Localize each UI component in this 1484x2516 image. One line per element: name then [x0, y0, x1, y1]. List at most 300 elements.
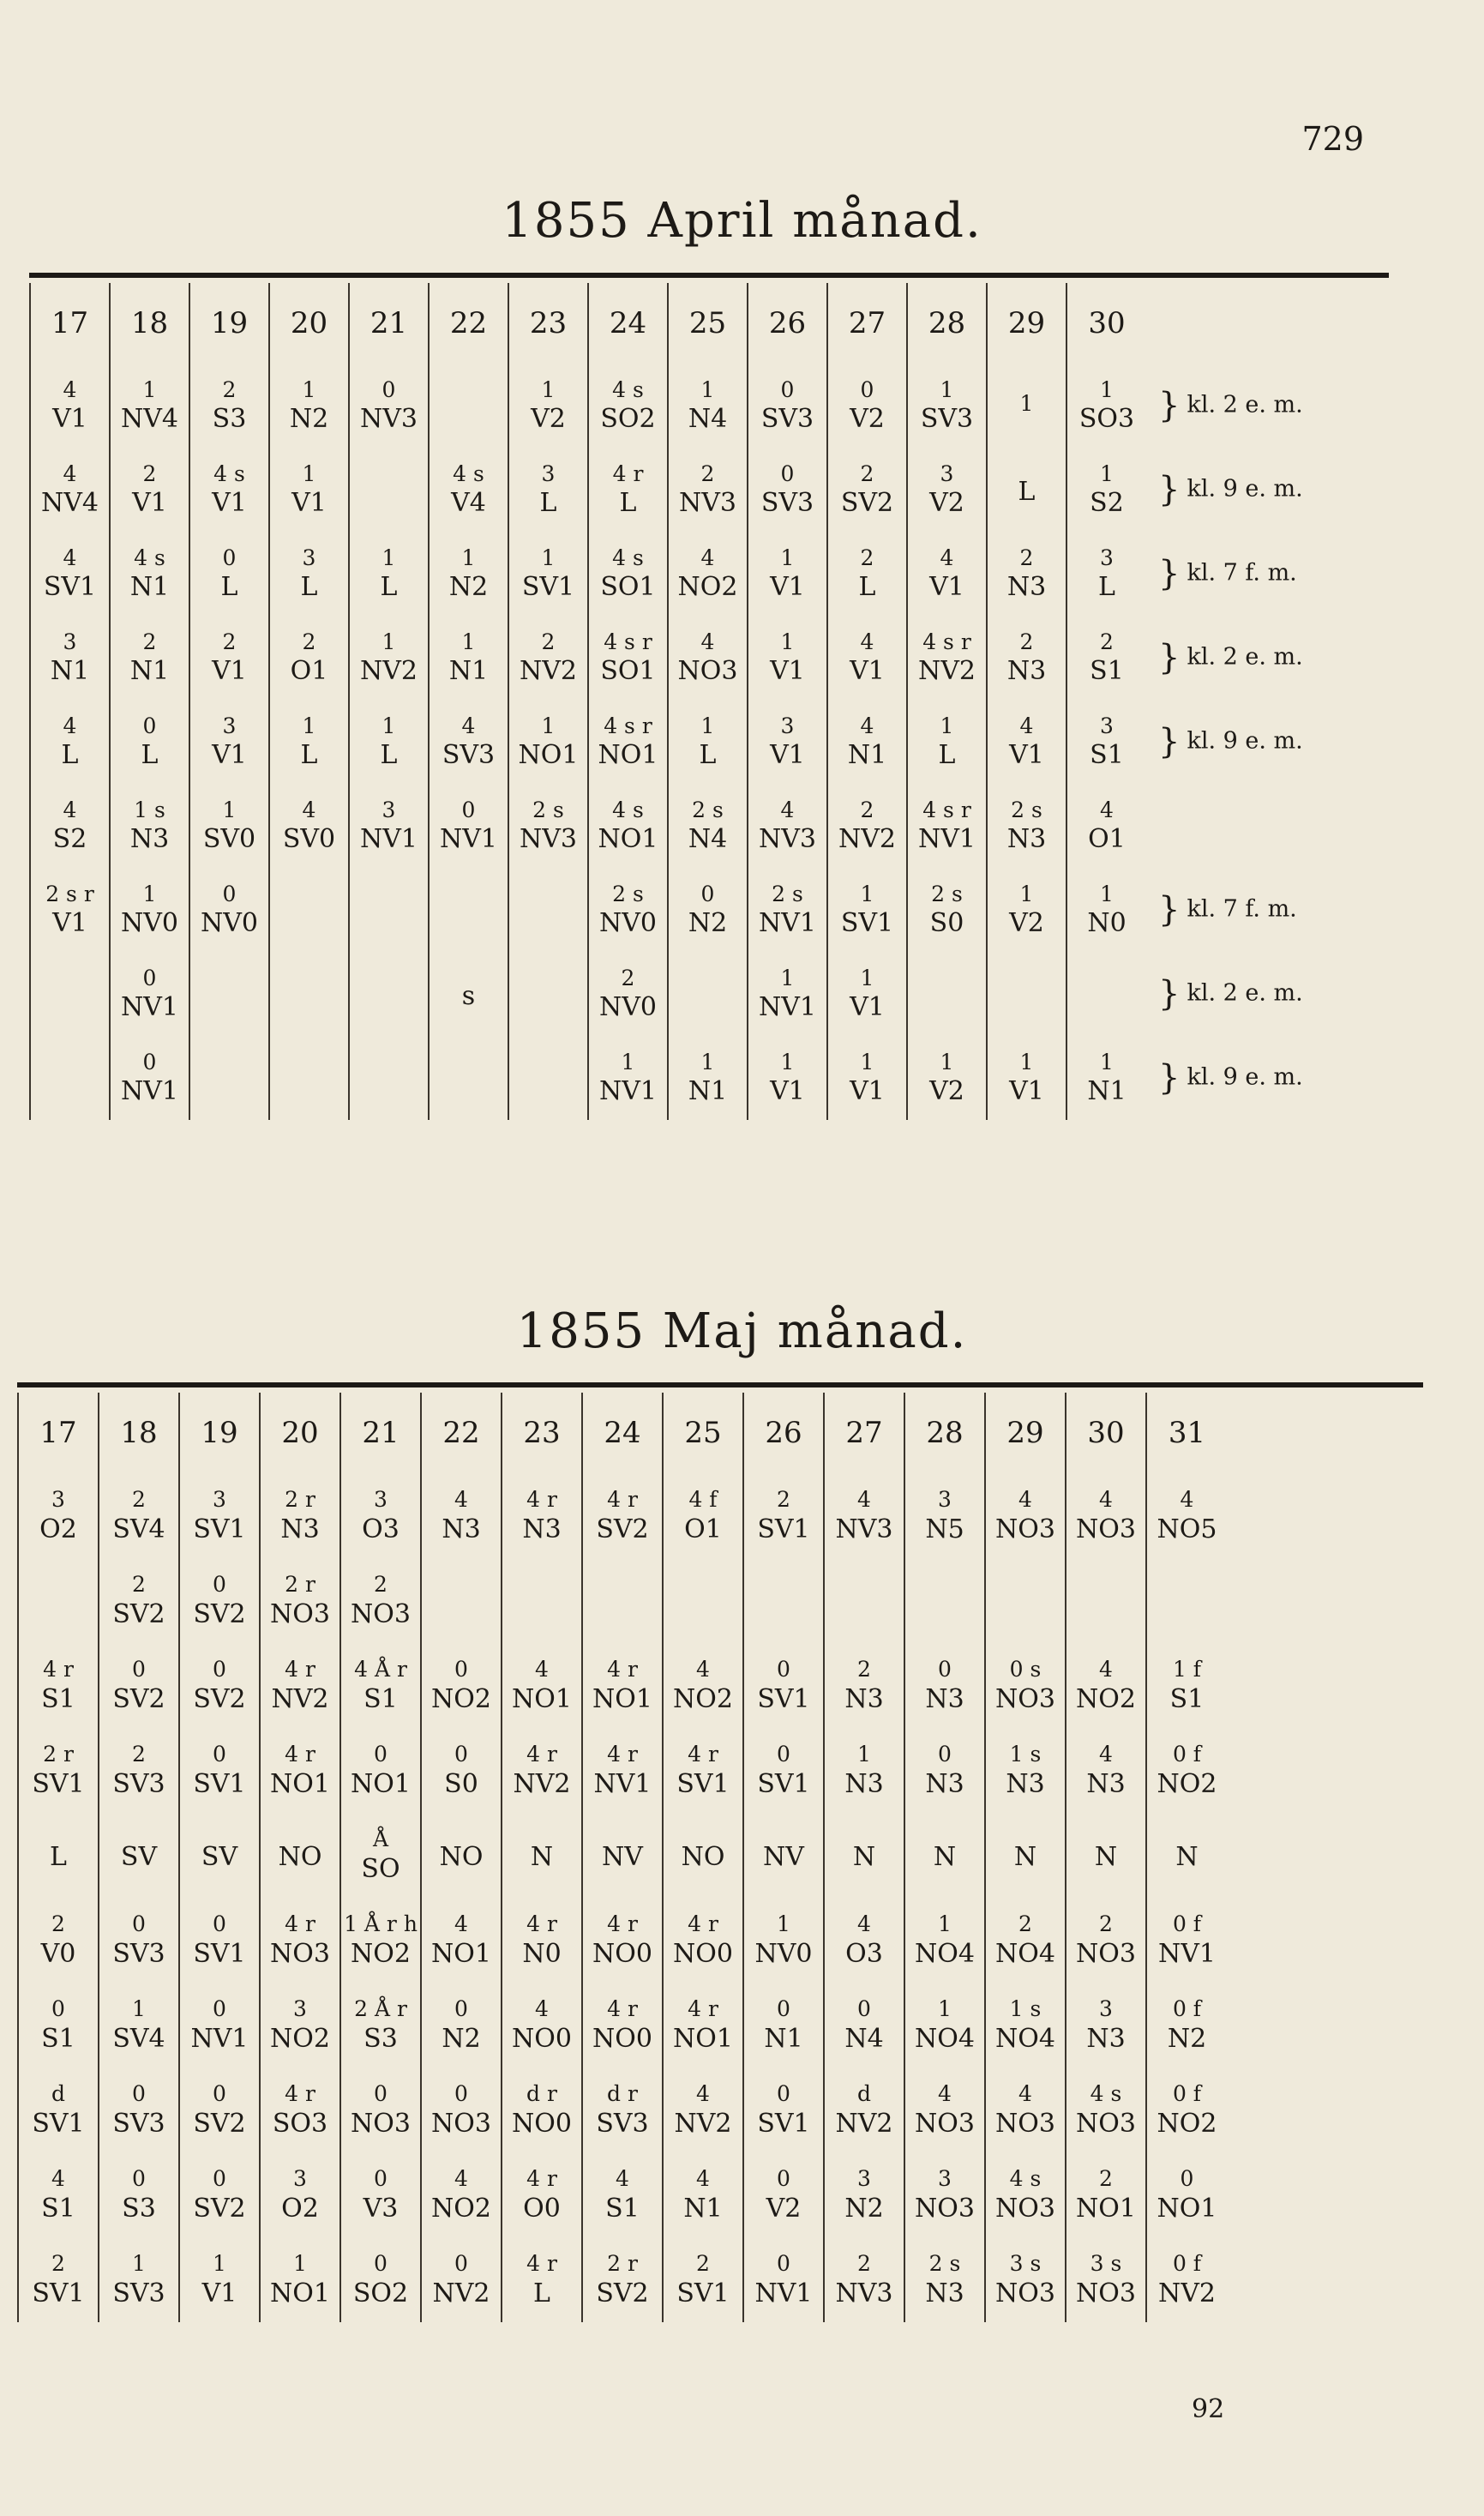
cloud-value: 0 — [213, 1996, 226, 2022]
cloud-value: 2 — [1019, 545, 1034, 570]
cloud-value: 2 — [374, 1572, 388, 1598]
observation-cell — [30, 784, 110, 868]
cloud-value: 3 — [222, 713, 237, 738]
cloud-value: 1 — [382, 713, 396, 738]
cloud-value: 0 — [374, 2081, 388, 2107]
cloud-value: 4 — [1100, 797, 1114, 822]
wind-value: N1 — [764, 2023, 803, 2054]
cloud-value: 4 — [1099, 1657, 1113, 1682]
observation-cell — [110, 616, 189, 700]
cloud-value: 4 — [461, 713, 476, 738]
observation-cell — [189, 952, 269, 1036]
cloud-value: 1 — [860, 965, 874, 990]
wind-value: NV3 — [835, 1514, 893, 1544]
wind-value: N1 — [50, 656, 90, 687]
wind-value: NO2 — [431, 1683, 491, 1714]
wind-value: NV3 — [519, 824, 577, 855]
wind-value: NV2 — [835, 2108, 893, 2139]
wind-value: V1 — [132, 488, 167, 519]
cloud-value: 3 — [541, 460, 556, 486]
observation-cell — [269, 364, 349, 448]
wind-value: NO0 — [673, 1938, 733, 1969]
cloud-value: 2 — [541, 629, 556, 654]
wind-value: NV2 — [674, 2108, 732, 2139]
observation-cell — [260, 1643, 340, 1728]
observation-cell — [827, 532, 907, 616]
wind-value: SV2 — [840, 488, 894, 519]
observation-cell — [987, 868, 1066, 952]
cloud-value: 0 — [132, 1657, 146, 1682]
wind-value: NV2 — [271, 1683, 329, 1714]
wind-value: S1 — [1169, 1683, 1205, 1714]
observation-cell — [340, 1473, 421, 1558]
observation-cell — [429, 784, 508, 868]
cloud-value: 3 — [374, 1487, 388, 1513]
wind-value: N1 — [683, 2193, 723, 2224]
observation-cell — [668, 532, 748, 616]
wind-value: NO0 — [512, 2023, 572, 2054]
wind-value: SO3 — [272, 2108, 328, 2139]
cloud-value: 1 — [382, 545, 396, 570]
wind-value: O2 — [281, 2193, 319, 2224]
footer-number: 92 — [1192, 2394, 1225, 2424]
cloud-value: 4 r — [526, 2166, 557, 2192]
observation-cell — [663, 1473, 743, 1558]
wind-value: V1 — [770, 740, 805, 771]
wind-value: SV4 — [112, 1514, 165, 1544]
time-note — [1146, 700, 1369, 784]
wind-value: SV3 — [442, 740, 496, 771]
cloud-value: 4 — [700, 545, 715, 570]
wind-value: O1 — [290, 656, 328, 687]
observation-cell — [18, 1473, 99, 1558]
wind-value: L — [1018, 476, 1036, 507]
cloud-value: 4 r — [607, 1487, 638, 1513]
cloud-value: 0 — [374, 1742, 388, 1767]
wind-value: NV2 — [519, 656, 577, 687]
wind-value: N2 — [844, 2193, 884, 2224]
observation-cell — [663, 2068, 743, 2152]
wind-value: SV1 — [840, 908, 894, 939]
wind-value: NV1 — [359, 824, 418, 855]
observation-cell — [1146, 1983, 1227, 2068]
cloud-value: 1 — [461, 545, 476, 570]
observation-cell — [743, 1643, 824, 1728]
observation-cell — [349, 364, 429, 448]
observation-cell — [827, 700, 907, 784]
wind-value: SV1 — [757, 1514, 810, 1544]
cloud-value: 0 f — [1172, 2081, 1202, 2107]
cloud-value: 4 — [454, 1911, 468, 1937]
wind-value: O1 — [1088, 824, 1126, 855]
wind-value: V1 — [850, 656, 885, 687]
observation-cell — [588, 532, 668, 616]
cloud-value: 4 r — [526, 1742, 557, 1767]
wind-value: V1 — [212, 740, 247, 771]
wind-value: N3 — [129, 824, 170, 855]
day-header: 25 — [663, 1393, 743, 1473]
observation-cell — [668, 952, 748, 1036]
wind-value: NV1 — [754, 2278, 813, 2308]
observation-cell — [189, 616, 269, 700]
observation-cell — [663, 1813, 743, 1898]
wind-value: NO2 — [431, 2193, 491, 2224]
wind-value: N3 — [442, 1514, 481, 1544]
observation-cell — [179, 1473, 260, 1558]
observation-cell — [582, 1473, 663, 1558]
cloud-value: 2 Å r — [354, 1996, 407, 2022]
observation-cell — [179, 2152, 260, 2237]
observation-cell — [985, 1558, 1066, 1643]
wind-value: SV3 — [112, 1938, 165, 1969]
observation-cell — [985, 2152, 1066, 2237]
cloud-value: 2 r — [285, 1487, 315, 1513]
wind-value: NV1 — [758, 908, 816, 939]
cloud-value: 1 — [132, 2251, 146, 2277]
wind-value: NO3 — [351, 1598, 411, 1629]
cloud-value: 4 s — [612, 545, 644, 570]
observation-cell — [1066, 700, 1146, 784]
observation-cell — [904, 1898, 985, 1983]
observation-cell — [340, 1813, 421, 1898]
cloud-value: 1 — [293, 2251, 307, 2277]
observation-cell — [907, 952, 987, 1036]
observation-cell — [668, 1036, 748, 1120]
observation-cell — [349, 952, 429, 1036]
observation-cell — [1066, 1983, 1146, 2068]
observation-cell — [110, 532, 189, 616]
wind-value: NO3 — [995, 1514, 1055, 1544]
observation-cell — [663, 2237, 743, 2322]
brace-icon: } — [1158, 386, 1181, 425]
cloud-value: 2 — [222, 629, 237, 654]
observation-cell — [748, 1036, 827, 1120]
cloud-value: 0 — [132, 1911, 146, 1937]
day-header: 29 — [987, 283, 1066, 364]
observation-cell — [743, 1898, 824, 1983]
wind-value: SO2 — [600, 404, 656, 435]
table-row — [30, 952, 1369, 1036]
wind-value: N3 — [1006, 824, 1047, 855]
observation-cell — [421, 2152, 502, 2237]
cloud-value: 2 s — [532, 797, 564, 822]
observation-cell — [340, 1643, 421, 1728]
observation-cell — [421, 1898, 502, 1983]
observation-cell — [827, 952, 907, 1036]
wind-value: N0 — [1087, 908, 1127, 939]
wind-value: NO3 — [995, 2193, 1055, 2224]
wind-value: SV1 — [676, 1768, 730, 1799]
observation-cell — [1146, 1728, 1227, 1813]
wind-value: V2 — [929, 488, 964, 519]
wind-value: N1 — [1087, 1076, 1127, 1107]
observation-cell — [588, 448, 668, 532]
cloud-value: 0 — [454, 1996, 468, 2022]
wind-value: N3 — [1006, 656, 1047, 687]
cloud-value: 1 — [1100, 460, 1114, 486]
observation-cell — [429, 616, 508, 700]
cloud-value: 1 — [142, 376, 157, 402]
wind-value: SV3 — [112, 2108, 165, 2139]
observation-cell — [30, 1036, 110, 1120]
time-note-text: kl. 7 f. m. — [1187, 895, 1297, 923]
observation-cell — [663, 1983, 743, 2068]
observation-cell — [99, 1813, 179, 1898]
observation-cell — [340, 1728, 421, 1813]
cloud-value: 1 — [938, 1996, 952, 2022]
cloud-value: 3 — [302, 545, 316, 570]
wind-value: N3 — [925, 1683, 964, 1714]
cloud-value: 4 — [51, 2166, 65, 2192]
wind-value: O1 — [684, 1514, 722, 1544]
cloud-value: 3 s — [1090, 2251, 1122, 2277]
observation-cell — [30, 532, 110, 616]
observation-cell — [1066, 784, 1146, 868]
may-header-row — [18, 1393, 1227, 1473]
cloud-value: 3 — [213, 1487, 226, 1513]
wind-value: SV3 — [112, 1768, 165, 1799]
wind-value: N2 — [289, 404, 329, 435]
wind-value: NO0 — [592, 2023, 652, 2054]
observation-cell — [340, 1898, 421, 1983]
observation-cell — [99, 2068, 179, 2152]
cloud-value: 0 — [1180, 2166, 1194, 2192]
observation-cell — [904, 1813, 985, 1898]
wind-value: NO2 — [1157, 1768, 1217, 1799]
wind-value: N2 — [1167, 2023, 1207, 2054]
observation-cell — [502, 2068, 582, 2152]
wind-value: SO3 — [1078, 404, 1135, 435]
may-table — [17, 1393, 1227, 2322]
cloud-value: 1 — [780, 629, 795, 654]
observation-cell — [421, 1983, 502, 2068]
wind-value: SO2 — [352, 2278, 409, 2308]
observation-cell — [582, 2068, 663, 2152]
observation-cell — [502, 2152, 582, 2237]
wind-value: NV2 — [838, 824, 896, 855]
observation-cell — [904, 1983, 985, 2068]
wind-value: NO1 — [270, 1768, 330, 1799]
brace-icon: } — [1158, 554, 1181, 593]
wind-value: N2 — [448, 572, 489, 603]
observation-cell — [588, 1036, 668, 1120]
cloud-value: 1 — [700, 376, 715, 402]
time-note-text: kl. 2 e. m. — [1187, 979, 1303, 1007]
observation-cell — [349, 616, 429, 700]
observation-cell — [985, 1983, 1066, 2068]
cloud-value: 1 — [780, 965, 795, 990]
cloud-value: 3 s — [1009, 2251, 1042, 2277]
wind-value: NV1 — [120, 1076, 178, 1107]
cloud-value: 4 — [696, 2081, 710, 2107]
cloud-value: 4 — [1018, 1487, 1032, 1513]
cloud-value: 1 — [302, 713, 316, 738]
wind-value: S2 — [52, 824, 87, 855]
wind-value: NV1 — [190, 2023, 249, 2054]
wind-value: NO2 — [351, 1938, 411, 1969]
cloud-value: 2 r — [607, 2251, 638, 2277]
wind-value: SV1 — [193, 1768, 246, 1799]
day-header: 28 — [907, 283, 987, 364]
wind-value: V2 — [766, 2193, 802, 2224]
observation-cell — [748, 532, 827, 616]
observation-cell — [668, 784, 748, 868]
wind-value: SV1 — [757, 2108, 810, 2139]
observation-cell — [668, 700, 748, 784]
observation-cell — [340, 2068, 421, 2152]
observation-cell — [824, 1643, 904, 1728]
wind-value: V3 — [363, 2193, 399, 2224]
observation-cell — [99, 2237, 179, 2322]
cloud-value: 3 — [940, 460, 954, 486]
wind-value: NV1 — [120, 992, 178, 1023]
wind-value: NV0 — [120, 908, 178, 939]
observation-cell — [748, 616, 827, 700]
cloud-value: 0 — [857, 1996, 871, 2022]
observation-cell — [260, 1898, 340, 1983]
observation-cell — [748, 952, 827, 1036]
wind-value: SV1 — [521, 572, 575, 603]
observation-cell — [582, 2152, 663, 2237]
cloud-value: 2 — [1019, 629, 1034, 654]
cloud-value: 0 — [374, 2166, 388, 2192]
wind-value: N5 — [925, 1514, 964, 1544]
wind-value: N3 — [925, 2278, 964, 2308]
wind-value: N4 — [688, 404, 728, 435]
observation-cell — [349, 532, 429, 616]
wind-value: V2 — [929, 1076, 964, 1107]
observation-cell — [582, 1898, 663, 1983]
cloud-value: 2 s — [772, 881, 803, 906]
cloud-value: 3 — [382, 797, 396, 822]
observation-cell — [179, 1728, 260, 1813]
observation-cell — [269, 952, 349, 1036]
cloud-value: 3 — [293, 2166, 307, 2192]
observation-cell — [99, 1983, 179, 2068]
wind-value: N3 — [280, 1514, 320, 1544]
wind-value: N1 — [448, 656, 489, 687]
april-title: 1855 April månad. — [502, 193, 982, 249]
wind-value: S3 — [363, 2023, 398, 2054]
wind-value: NO1 — [518, 740, 579, 771]
observation-cell — [985, 1813, 1066, 1898]
may-rule — [17, 1382, 1423, 1387]
wind-value: L — [50, 1842, 67, 1872]
wind-value: NV3 — [758, 824, 816, 855]
cloud-value: 4 — [1099, 1487, 1113, 1513]
cloud-value: 0 f — [1172, 1996, 1202, 2022]
wind-value: N1 — [129, 656, 170, 687]
wind-value: SV — [120, 1842, 158, 1872]
wind-value: SV2 — [193, 1683, 246, 1714]
observation-cell — [582, 1983, 663, 2068]
cloud-value: 2 — [142, 460, 157, 486]
wind-value: L — [699, 740, 717, 771]
cloud-value: 4 — [696, 2166, 710, 2192]
observation-cell — [907, 616, 987, 700]
wind-value: s — [461, 980, 476, 1011]
cloud-value: 4 — [63, 376, 77, 402]
cloud-value: 4 — [857, 1487, 871, 1513]
observation-cell — [421, 2068, 502, 2152]
observation-cell — [987, 700, 1066, 784]
cloud-value: 1 s — [1009, 1996, 1042, 2022]
cloud-value: 4 s — [612, 376, 644, 402]
time-note — [1146, 364, 1369, 448]
table-row — [30, 1036, 1369, 1120]
observation-cell — [508, 784, 588, 868]
observation-cell — [827, 1036, 907, 1120]
cloud-value: 0 — [213, 1657, 226, 1682]
observation-cell — [421, 2237, 502, 2322]
observation-cell — [179, 1558, 260, 1643]
wind-value: NO1 — [270, 2278, 330, 2308]
wind-value: SV1 — [32, 2278, 85, 2308]
observation-cell — [1146, 1813, 1227, 1898]
observation-cell — [824, 2068, 904, 2152]
observation-cell — [30, 700, 110, 784]
cloud-value: 1 — [302, 460, 316, 486]
observation-cell — [1066, 1036, 1146, 1120]
wind-value: SV1 — [757, 1683, 810, 1714]
observation-cell — [663, 1558, 743, 1643]
observation-cell — [1146, 2237, 1227, 2322]
wind-value: L — [220, 572, 238, 603]
cloud-value: 0 s — [1009, 1657, 1042, 1682]
observation-cell — [508, 952, 588, 1036]
observation-cell — [502, 1983, 582, 2068]
observation-cell — [508, 868, 588, 952]
observation-cell — [588, 700, 668, 784]
wind-value: V1 — [770, 1076, 805, 1107]
cloud-value: 4 — [535, 1996, 549, 2022]
wind-value: NV2 — [513, 1768, 571, 1799]
observation-cell — [985, 1473, 1066, 1558]
wind-value: NO3 — [431, 2108, 491, 2139]
cloud-value: 2 — [132, 1572, 146, 1598]
cloud-value: 1 — [940, 376, 954, 402]
wind-value: NO3 — [995, 1683, 1055, 1714]
cloud-value: 4 s — [1090, 2081, 1122, 2107]
wind-value: NO1 — [1157, 2193, 1217, 2224]
observation-cell — [349, 868, 429, 952]
cloud-value: 4 s r — [922, 797, 971, 822]
cloud-value: 4 r — [688, 1996, 718, 2022]
cloud-value: 0 — [213, 2081, 226, 2107]
day-header: 18 — [110, 283, 189, 364]
observation-cell — [663, 1728, 743, 1813]
wind-value: N3 — [925, 1768, 964, 1799]
table-row — [18, 1983, 1227, 2068]
observation-cell — [508, 616, 588, 700]
observation-cell — [668, 448, 748, 532]
observation-cell — [502, 1473, 582, 1558]
cloud-value: 2 r — [285, 1572, 315, 1598]
cloud-value: 2 r — [43, 1742, 74, 1767]
note-header — [1146, 283, 1369, 364]
day-header: 19 — [179, 1393, 260, 1473]
day-header: 27 — [824, 1393, 904, 1473]
observation-cell — [907, 448, 987, 532]
cloud-value: 2 — [1018, 1911, 1032, 1937]
observation-cell — [421, 1728, 502, 1813]
observation-cell — [189, 784, 269, 868]
cloud-value: 4 r — [612, 460, 644, 486]
wind-value: NO3 — [995, 2278, 1055, 2308]
cloud-value: 2 — [222, 376, 237, 402]
time-note — [1146, 448, 1369, 532]
day-header: 24 — [588, 283, 668, 364]
